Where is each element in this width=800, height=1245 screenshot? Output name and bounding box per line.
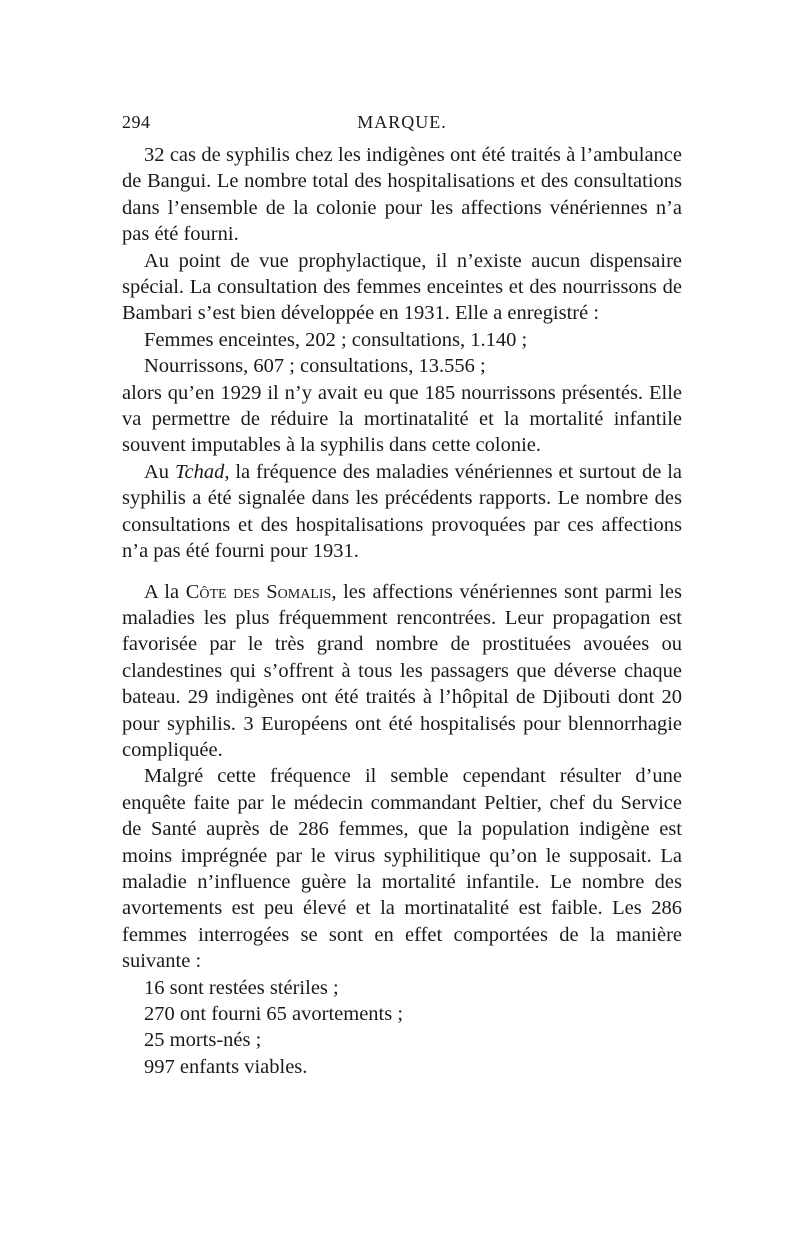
tchad-prefix: Au (144, 460, 175, 483)
running-head (122, 112, 682, 142)
somalis-prefix: A la (144, 580, 186, 603)
page-number: 294 (122, 112, 151, 132)
list-item-femmes-enceintes: Femmes enceintes, 202 ; consultations, 1.140 ; (144, 328, 528, 351)
paragraph-enquete-peltier: Malgré cette fréquence il semble cependant résulter d’une enquête faite par le médecin commandant Peltier, chef du Service de Santé auprès de 286 femmes, que la population indigène est moins imprégnée par le virus syphilitique qu’on le supposait. La maladie n’influence guère la mortalité infantile. Le nombre des avortements est peu élevé et la mortinatalité est faible. Les 286 femmes interrogées se sont en effet comportées de la manière suivante : (122, 765, 682, 973)
list-item-enfants-viables: 997 enfants viables. (144, 1055, 308, 1078)
book-page (122, 112, 682, 1080)
paragraph-mortinatalite: alors qu’en 1929 il n’y avait eu que 185 nourrissons présentés. Elle va permettre de réduire la mortinatalité et la mortalité infantile souvent imputables à la syphilis dans cette colonie. (122, 381, 682, 457)
tchad-text: la fréquence des maladies vénériennes et surtout de la syphilis a été signalée dans les précédents rapports. Le nombre des consultations et des hospitalisations provoquées par ces affections n’a pas été fourni pour 1931. (122, 460, 683, 563)
paragraph-cote-des-somalis (122, 579, 682, 764)
paragraph-prophylaxis: Au point de vue prophylactique, il n’existe aucun dispensaire spécial. La consultation des femmes enceintes et des nourrissons de Bambari s’est bien développée en 1931. Elle a enregistré : (122, 249, 682, 325)
list-item-avortements: 270 ont fourni 65 avortements ; (144, 1003, 404, 1025)
list-item-nourrissons: Nourrissons, 607 ; consultations, 13.556 ; (144, 355, 486, 378)
running-title: MARQUE. (357, 112, 447, 132)
somalis-place: Côte des Somalis, (185, 580, 337, 603)
section-gap (122, 565, 682, 579)
somalis-text: les affections vénériennes sont parmi les maladies les plus fréquemment rencontrées. Leur propagation est favorisée par le très grand nombre de prostituées avouées ou clandestines qui s’offrent à tous les passagers que déverse chaque bateau. 29 indigènes ont été traités à l’hôpital de Djibouti dont 20 pour syphilis. 3 Européens ont été hospitalisés pour blennorrhagie compliquée. (122, 580, 683, 761)
paragraph-tchad (122, 459, 682, 565)
tchad-place: Tchad, (174, 460, 230, 483)
list-item-morts-nes: 25 morts-nés ; (144, 1029, 262, 1052)
paragraph-bangui: 32 cas de syphilis chez les indigènes ont été traités à l’ambulance de Bangui. Le nombre total des hospitalisations et des consultations dans l’ensemble de la colonie pour les affections vénériennes n’a pas été fourni. (122, 144, 682, 246)
list-item-steriles: 16 sont restées stériles ; (144, 976, 339, 999)
